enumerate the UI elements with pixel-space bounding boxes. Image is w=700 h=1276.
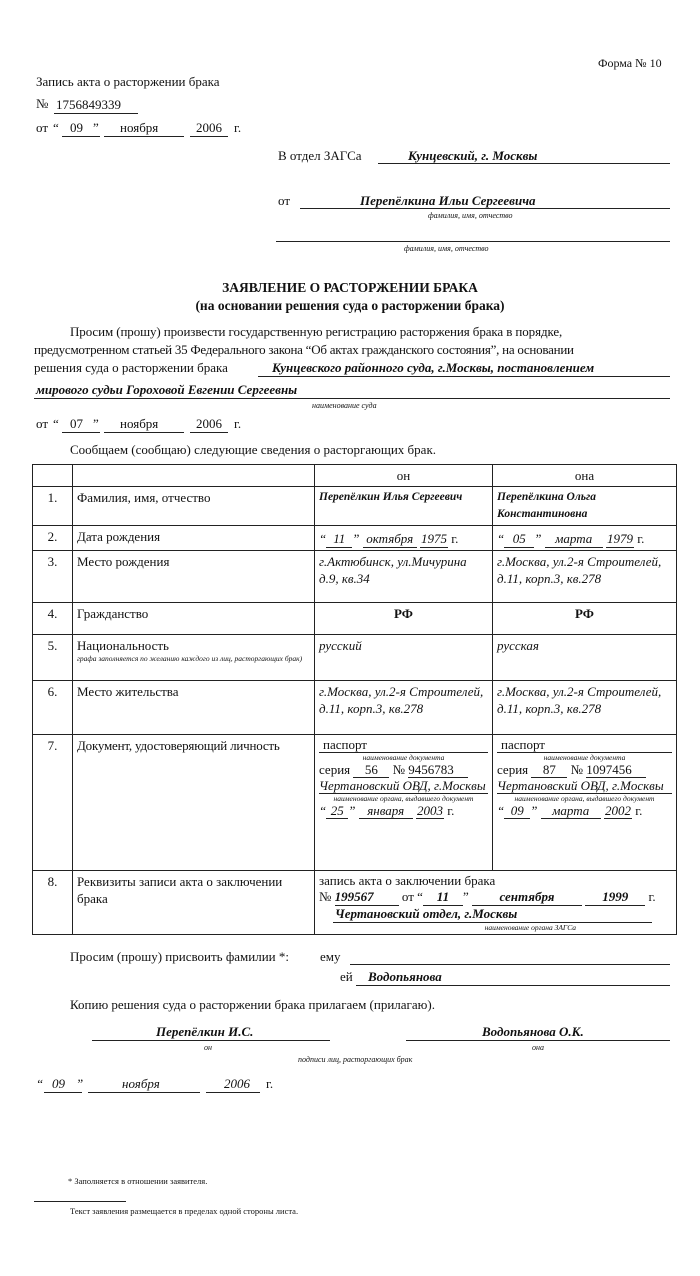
she-id-document: паспорт наименование документа серия 87 № 1097456 Чертановский ОВД, г.Москвы наименование органа, выдавшего документ “ 09 ” марта 2002 г. [493,735,677,871]
she-name: Перепёлкина Ольга Константиновна [493,487,677,526]
court-caption: наименование суда [312,401,377,410]
he-nationality: русский [315,635,493,681]
record-title: Запись акта о расторжении брака [36,74,220,89]
record-year: 2006 [196,120,222,135]
she-residence: г.Москва, ул.2-я Строителей, д.11, корп.3, кв.278 [493,681,677,735]
spouse-info-table [32,464,677,935]
she-citizenship: РФ [493,603,677,635]
signature-he: Перепёлкин И.С. [156,1024,254,1039]
table-row: 4. Гражданство РФ РФ [33,603,677,635]
table-row: 2. Дата рождения “ 11 ” октября 1975 г. “ 05 ” марта 1979 г. [33,526,677,551]
row-label: Дата рождения [73,526,315,551]
intro-line-1: Просим (прошу) произвести государственную регистрацию расторжения брака в порядке, [70,324,563,339]
to-label: В отдел ЗАГСа [278,148,362,163]
row-label: Место жительства [73,681,315,735]
row-label: Документ, удостоверяющий личность [73,735,315,871]
court-year: 2006 [196,416,222,431]
record-month: ноября [120,120,159,135]
row-label: Национальность графа заполняется по желанию каждого из лиц, расторгающих брак) [73,635,315,681]
row-label: Место рождения [73,551,315,603]
table-row: 8. Реквизиты записи акта о заключении брака запись акта о заключении брака № 199567 от “ 11 ” сентября 1999 г. Чертановский отдел, г.Москвы наименование органа ЗАГСа [33,871,677,935]
signature-she: Водопьянова О.К. [482,1024,584,1039]
record-number-prefix: № [36,96,49,111]
intro-line-2: предусмотренном статьей 35 Федерального закона “Об актах гражданского состояния”, на основании [34,342,574,357]
table-row: 1. Фамилия, имя, отчество Перепёлкин Илья Сергеевич Перепёлкина Ольга Константиновна [33,487,677,526]
he-name: Перепёлкин Илья Сергеевич [315,487,493,526]
he-id-document: паспорт наименование документа серия 56 № 9456783 Чертановский ОВД, г.Москвы наименование органа, выдавшего документ “ 25 ” января 2003 г. [315,735,493,871]
sign-year-suffix: г. [266,1076,274,1091]
she-nationality: русская [493,635,677,681]
info-line: Сообщаем (сообщаю) следующие сведения о расторгающих брак. [70,442,437,457]
footnote: * Заполняется в отношении заявителя. [68,1176,208,1186]
from-label: от [278,193,291,208]
doc-title: ЗАЯВЛЕНИЕ О РАСТОРЖЕНИИ БРАКА [222,280,478,295]
footer-note: Текст заявления размещается в пределах одной стороны листа. [70,1206,299,1216]
to-value: Кунцевский, г. Москвы [408,148,538,163]
court-month: ноября [120,416,159,431]
marriage-record: запись акта о заключении брака № 199567 от “ 11 ” сентября 1999 г. Чертановский отдел, г.Москвы наименование органа ЗАГСа [315,871,677,935]
doc-subtitle: (на основании решения суда о расторжении брака) [195,298,505,313]
attach-text: Копию решения суда о расторжении брака прилагаем (прилагаю). [70,997,435,1012]
signatures-caption: подписи лиц, расторгающих брак [298,1055,413,1064]
he-birthdate: “ 11 ” октября 1975 г. [315,526,493,551]
surname-label: Просим (прошу) присвоить фамилии *: [70,949,289,964]
he-citizenship: РФ [315,603,493,635]
he-residence: г.Москва, ул.2-я Строителей, д.11, корп.3, кв.278 [315,681,493,735]
intro-court-label: решения суда о расторжении брака [34,360,228,375]
record-date-prefix: от [36,120,49,135]
court-date-prefix: от [36,416,49,431]
sign-year: 2006 [224,1076,250,1091]
table-row: 3. Место рождения г.Актюбинск, ул.Мичурина д.9, кв.34 г.Москва, ул.2-я Строителей, д.11, корп.3, кв.278 [33,551,677,603]
table-row: 7. Документ, удостоверяющий личность паспорт наименование документа серия 56 № 9456783 Чертановский ОВД, г.Москвы наименование органа, выдавшего документ “ 25 ” января 2003 г. паспорт наименование документа серия 87 № 1097456 Чертановский ОВД, г.Москвы наименование органа, выдавшего документ “ 09 ” марта 2002 г. [33,735,677,871]
from-caption: фамилия, имя, отчество [428,211,513,220]
surname-her-value: Водопьянова [368,969,442,984]
sign-day: 09 [52,1076,65,1091]
from-caption-2: фамилия, имя, отчество [404,244,489,253]
record-number: 1756849339 [56,97,121,112]
from-value: Перепёлкина Ильи Сергеевича [360,193,536,208]
col-she: она [493,465,677,487]
he-birthplace: г.Актюбинск, ул.Мичурина д.9, кв.34 [315,551,493,603]
col-he: он [315,465,493,487]
she-birthplace: г.Москва, ул.2-я Строителей, д.11, корп.3, кв.278 [493,551,677,603]
intro-court-value: Кунцевского районного суда, г.Москвы, постановлением [272,360,595,375]
row-label: Фамилия, имя, отчество [73,487,315,526]
signature-he-caption: он [204,1043,212,1052]
record-day: 09 [70,120,83,135]
surname-her-label: ей [340,969,353,984]
she-birthdate: “ 05 ” марта 1979 г. [493,526,677,551]
sign-month: ноября [122,1076,160,1091]
form-number: Форма № 10 [598,56,662,70]
intro-court-value-2: мирового судьи Гороховой Евгении Сергеевны [36,382,298,397]
court-day: 07 [70,416,83,431]
row-label: Реквизиты записи акта о заключении брака [73,871,315,935]
surname-him-label: ему [320,949,341,964]
table-row: 5. Национальность графа заполняется по желанию каждого из лиц, расторгающих брак) русский русская [33,635,677,681]
row-label: Гражданство [73,603,315,635]
court-year-suffix: г. [234,416,242,431]
signature-she-caption: она [532,1043,544,1052]
table-row: 6. Место жительства г.Москва, ул.2-я Строителей, д.11, корп.3, кв.278 г.Москва, ул.2-я Строителей, д.11, корп.3, кв.278 [33,681,677,735]
record-year-suffix: г. [234,120,242,135]
